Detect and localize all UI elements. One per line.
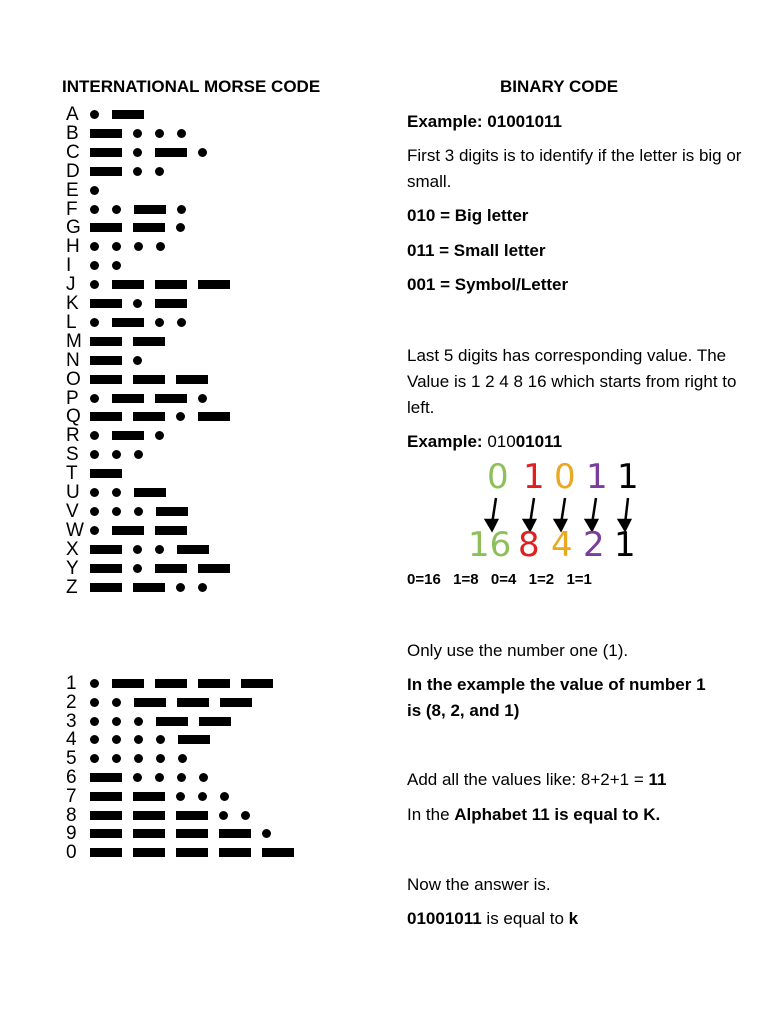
morse-row-1 (66, 674, 284, 693)
morse-char: D (66, 160, 80, 182)
add-values (407, 767, 757, 793)
bit-digit: 1 (523, 457, 545, 497)
example-value-note: In the example the value of number 1 is (8, 2, and 1) (407, 675, 706, 720)
morse-dash (90, 545, 122, 554)
answer-bits: 01001011 (407, 909, 482, 928)
place-value: 2 (583, 525, 605, 565)
morse-row-5 (66, 749, 200, 768)
bit-digit: 1 (617, 457, 639, 497)
morse-char: L (66, 311, 77, 333)
morse-dash (90, 811, 122, 820)
morse-row-q (66, 407, 241, 426)
morse-dash (155, 564, 187, 573)
now-answer: Now the answer is. (407, 875, 551, 894)
morse-char: 6 (66, 767, 77, 788)
morse-char: F (66, 198, 78, 220)
morse-row-4 (66, 730, 221, 749)
morse-dot (176, 223, 185, 232)
morse-row-3 (66, 712, 242, 731)
morse-dot (177, 773, 186, 782)
morse-dot (112, 242, 121, 251)
morse-dot (90, 450, 99, 459)
morse-row-r (66, 426, 177, 445)
answer-mid: is equal to (481, 909, 569, 928)
morse-dot (155, 545, 164, 554)
morse-dot (241, 811, 250, 820)
morse-char: R (66, 425, 80, 447)
morse-row-m (66, 332, 176, 351)
morse-row-e (66, 181, 112, 200)
morse-dash (133, 337, 165, 346)
morse-char: N (66, 349, 80, 371)
morse-dash (133, 811, 165, 820)
only-one-note: Only use the number one (1). (407, 641, 629, 660)
morse-dash (155, 394, 187, 403)
morse-dash (90, 583, 122, 592)
morse-dash (133, 223, 165, 232)
morse-dash (112, 679, 144, 688)
morse-dash (90, 773, 122, 782)
morse-dot (90, 679, 99, 688)
morse-dot (90, 394, 99, 403)
morse-dot (134, 754, 143, 763)
morse-char: 9 (66, 823, 77, 845)
binary-heading: BINARY CODE (500, 77, 619, 96)
last-five-explanation: Last 5 digits has corresponding value. The Value is 1 2 4 8 16 which starts from right to left. (407, 346, 737, 417)
morse-char: C (66, 141, 80, 163)
morse-dot (112, 735, 121, 744)
morse-dash (156, 717, 188, 726)
morse-dash (176, 811, 208, 820)
morse-char: W (66, 519, 84, 541)
morse-char: J (66, 274, 76, 296)
morse-dot (134, 717, 143, 726)
bit-digit: 0 (487, 457, 509, 497)
morse-dash (112, 431, 144, 440)
morse-row-8 (66, 806, 263, 825)
morse-char: 3 (66, 710, 77, 732)
morse-dot (198, 792, 207, 801)
morse-row-l (66, 313, 199, 332)
morse-heading: INTERNATIONAL MORSE CODE (62, 77, 321, 96)
morse-char: U (66, 482, 80, 503)
morse-char: Y (66, 557, 79, 579)
morse-dot (220, 792, 229, 801)
morse-dash (90, 356, 122, 365)
morse-dot (156, 242, 165, 251)
morse-dot (112, 488, 121, 497)
add-result: 11 (648, 770, 667, 789)
morse-dot (156, 754, 165, 763)
symbol-rule: 001 = Symbol/Letter (407, 275, 569, 294)
example-2 (407, 429, 747, 455)
morse-dot (90, 242, 99, 251)
morse-row-a (66, 105, 155, 124)
morse-char: 0 (66, 842, 77, 864)
morse-char: T (66, 463, 78, 485)
small-letter-rule: 011 = Small letter (407, 241, 546, 260)
example-2-prefix: 010 (487, 432, 516, 451)
morse-char: P (66, 387, 79, 409)
bit-digit: 1 (586, 457, 608, 497)
morse-dash (176, 375, 208, 384)
morse-dash (133, 792, 165, 801)
morse-dot (90, 318, 99, 327)
morse-dash (112, 526, 144, 535)
morse-dash (155, 526, 187, 535)
morse-dash (176, 829, 208, 838)
morse-row-j (66, 275, 241, 294)
morse-dash (112, 110, 144, 119)
morse-char: 2 (66, 691, 77, 713)
morse-dash (112, 280, 144, 289)
morse-dash (90, 167, 122, 176)
morse-row-s (66, 445, 156, 464)
morse-dash (134, 698, 166, 707)
morse-dot (133, 545, 142, 554)
morse-dash (133, 848, 165, 857)
morse-dot (155, 129, 164, 138)
morse-dot (155, 431, 164, 440)
morse-row-9 (66, 824, 284, 843)
morse-dot (112, 261, 121, 270)
morse-dot (198, 148, 207, 157)
morse-dash (133, 583, 165, 592)
morse-dot (176, 792, 185, 801)
morse-dot (112, 450, 121, 459)
morse-dot (112, 698, 121, 707)
morse-dot (112, 205, 121, 214)
morse-char: H (66, 236, 80, 258)
morse-dot (262, 829, 271, 838)
morse-char: Z (66, 576, 78, 598)
bit-digit: 0 (554, 457, 576, 497)
morse-dash (133, 412, 165, 421)
morse-dash (90, 375, 122, 384)
morse-char: O (66, 368, 81, 390)
morse-dash (219, 829, 251, 838)
morse-dash (90, 564, 122, 573)
morse-dash (155, 679, 187, 688)
morse-row-6 (66, 768, 221, 787)
morse-row-n (66, 351, 155, 370)
first-three-explanation: First 3 digits is to identify if the letter is big or small. (407, 146, 742, 191)
morse-row-p (66, 389, 220, 408)
morse-dash (133, 375, 165, 384)
morse-char: 4 (66, 729, 77, 751)
morse-char: Q (66, 406, 81, 428)
morse-dash (177, 545, 209, 554)
morse-dash (262, 848, 294, 857)
morse-dash (155, 148, 187, 157)
morse-dot (177, 318, 186, 327)
alphabet-result: Alphabet 11 is equal to K. (454, 805, 661, 824)
morse-dash (177, 698, 209, 707)
morse-dash (199, 717, 231, 726)
morse-row-0 (66, 843, 305, 862)
morse-dot (134, 242, 143, 251)
morse-dot (90, 526, 99, 535)
add-values-text: Add all the values like: 8+2+1 = (407, 770, 649, 789)
morse-dash (156, 507, 188, 516)
morse-row-2 (66, 693, 263, 712)
morse-char: K (66, 293, 79, 314)
morse-dot (90, 205, 99, 214)
morse-row-y (66, 559, 241, 578)
morse-dot (90, 698, 99, 707)
example-1: Example: 01001011 (407, 112, 563, 131)
morse-dash (176, 848, 208, 857)
morse-char: 5 (66, 748, 77, 770)
morse-dash (219, 848, 251, 857)
morse-dot (176, 583, 185, 592)
morse-dash (90, 337, 122, 346)
answer-letter: k (568, 909, 579, 928)
morse-char: 7 (66, 785, 77, 807)
morse-dot (134, 450, 143, 459)
morse-dash (134, 488, 166, 497)
morse-dash (90, 299, 122, 308)
morse-dot (133, 129, 142, 138)
place-value: 8 (518, 525, 540, 565)
morse-row-x (66, 540, 220, 559)
place-value: 4 (551, 525, 573, 565)
morse-dot (90, 261, 99, 270)
morse-dot (90, 735, 99, 744)
morse-dot (133, 167, 142, 176)
morse-char: 8 (66, 804, 77, 826)
morse-char: I (66, 255, 72, 277)
morse-dash (198, 679, 230, 688)
morse-dot (155, 318, 164, 327)
morse-dot (112, 754, 121, 763)
alphabet-note (407, 802, 747, 828)
alphabet-prefix: In the (407, 805, 455, 824)
morse-row-h (66, 237, 178, 256)
morse-dash (90, 848, 122, 857)
morse-row-z (66, 578, 220, 597)
morse-dot (133, 299, 142, 308)
place-value: 16 (468, 525, 512, 565)
morse-dash (112, 318, 144, 327)
final-answer (407, 906, 747, 932)
morse-dash (90, 148, 122, 157)
morse-dash (90, 792, 122, 801)
morse-dash (90, 412, 122, 421)
morse-char: A (66, 104, 79, 125)
morse-dash (220, 698, 252, 707)
place-value: 1 (614, 525, 636, 565)
morse-row-u (66, 483, 177, 502)
morse-row-k (66, 294, 198, 313)
morse-dash (112, 394, 144, 403)
morse-row-b (66, 124, 199, 143)
example-2-bits: 01011 (515, 432, 563, 451)
morse-dash (155, 299, 187, 308)
example-2-label: Example: (407, 432, 483, 451)
morse-row-c (66, 143, 220, 162)
morse-row-i (66, 256, 134, 275)
morse-dot (90, 431, 99, 440)
morse-row-7 (66, 787, 242, 806)
morse-row-w (66, 521, 198, 540)
morse-dash (198, 280, 230, 289)
morse-dot (198, 583, 207, 592)
morse-char: M (66, 330, 82, 352)
morse-dot (199, 773, 208, 782)
morse-char: B (66, 122, 79, 144)
morse-char: E (66, 179, 79, 201)
morse-char: 1 (66, 673, 77, 694)
morse-dash (90, 469, 122, 478)
morse-dot (156, 735, 165, 744)
morse-dot (219, 811, 228, 820)
morse-dot (133, 356, 142, 365)
morse-dot (177, 129, 186, 138)
morse-char: G (66, 217, 81, 239)
morse-dash (241, 679, 273, 688)
morse-dot (198, 394, 207, 403)
morse-dot (90, 110, 99, 119)
morse-char: V (66, 500, 79, 522)
morse-dot (177, 205, 186, 214)
morse-dot (90, 717, 99, 726)
morse-dot (133, 773, 142, 782)
morse-dot (178, 754, 187, 763)
morse-dash (133, 829, 165, 838)
morse-row-v (66, 502, 199, 521)
morse-dash (198, 412, 230, 421)
morse-char: S (66, 444, 79, 466)
morse-dot (155, 167, 164, 176)
values-line: 0=16 1=8 0=4 1=2 1=1 (407, 571, 592, 588)
morse-dot (134, 507, 143, 516)
morse-dot (112, 717, 121, 726)
morse-dot (90, 280, 99, 289)
morse-dash (155, 280, 187, 289)
morse-dash (178, 735, 210, 744)
morse-dot (90, 754, 99, 763)
morse-dash (90, 829, 122, 838)
morse-dot (90, 186, 99, 195)
morse-row-o (66, 370, 219, 389)
morse-row-f (66, 200, 199, 219)
morse-dot (133, 148, 142, 157)
morse-row-g (66, 218, 198, 237)
morse-row-t (66, 464, 133, 483)
morse-dot (176, 412, 185, 421)
morse-char: X (66, 538, 79, 560)
morse-dot (90, 488, 99, 497)
morse-dot (155, 773, 164, 782)
morse-dot (134, 735, 143, 744)
morse-dot (112, 507, 121, 516)
morse-dash (90, 223, 122, 232)
big-letter-rule: 010 = Big letter (407, 206, 529, 225)
morse-row-d (66, 162, 177, 181)
morse-dash (134, 205, 166, 214)
morse-dash (90, 129, 122, 138)
morse-dot (90, 507, 99, 516)
morse-dash (198, 564, 230, 573)
morse-dot (133, 564, 142, 573)
